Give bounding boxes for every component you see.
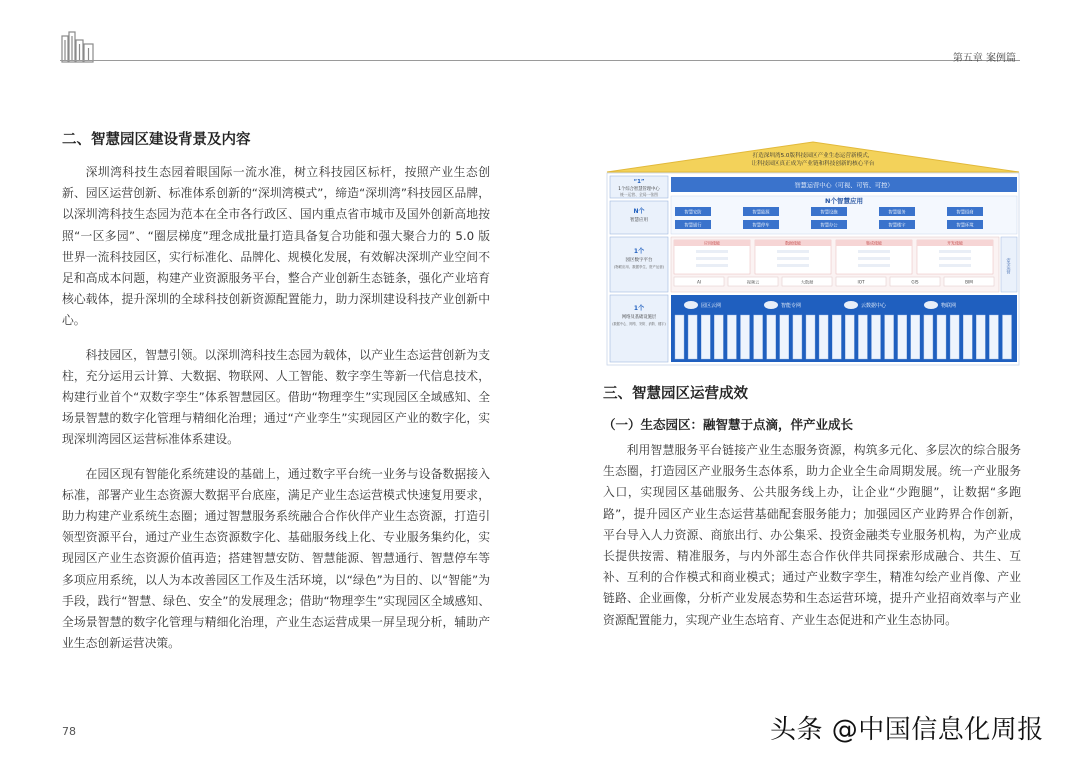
infrastructure-item: [844, 301, 887, 309]
infrastructure-item: [684, 301, 721, 309]
infrastructure-pillar: [937, 315, 946, 359]
right-column: [603, 384, 1021, 644]
paragraph-3: 在园区现有智能化系统建设的基础上，通过数字平台统一业务与设备数据接入标准，部署产业生态资源大数据平台底座，满足产业生态运营模式快速复用要求，助力构建产业系统生态圈；通过智慧服务系统融合合作伙伴产业生态资源，打造引领型资源平台，通过产业生态资源数字化、基础服务线上化、专业服务集约化，实现园区产业生态资源价值再造；搭建智慧安防、智慧能源、智慧通行、智慧停车等多项应用系统，以人为本改善园区工作及生活环境，以“绿色”为目的、以“智能”为手段，践行“智慧、绿色、安全”的发展理念；借助“物理孪生”实现园区全域感知、全场景智慧的数字化管理与精细化治理，产业生态运营成果一屏呈现分析，辅助产业生态创新运营决策。: [62, 466, 490, 651]
smart-app-label: 智慧安防: [684, 210, 702, 216]
infrastructure-pillar: [885, 315, 894, 359]
section-heading-background: 二、智慧园区建设背景及内容: [62, 132, 251, 148]
row2-center-title: N个智慧应用: [825, 197, 863, 205]
smart-app-cell: [743, 220, 779, 229]
row-infrastructure: [610, 295, 1017, 362]
smart-app-cell: [743, 207, 779, 216]
row1-left-sub: 1个综合智慧管理中心: [618, 187, 660, 192]
platform-base-cell: [944, 277, 994, 286]
smart-app-cell: [879, 207, 915, 216]
smart-app-cell: [947, 220, 983, 229]
platform-base-label: AI: [696, 279, 702, 285]
platform-base-cell: [674, 277, 724, 286]
infrastructure-pillar: [989, 315, 998, 359]
platform-base-cell: [782, 277, 832, 286]
row4-left-sub: 网络及基础设施层: [621, 315, 657, 320]
platform-module-label: 开发使能: [947, 240, 963, 246]
infrastructure-label: 云数据中心: [861, 303, 887, 309]
smart-app-cell: [879, 220, 915, 229]
row-smart-apps: [610, 196, 1017, 234]
infrastructure-label: 园区云网: [701, 303, 722, 309]
infrastructure-pillar: [701, 315, 710, 359]
operation-center-bar: 智慧运营中心（可视、可管、可控）: [794, 182, 894, 190]
paragraph-1: 深圳湾科技生态园着眼国际一流水准，树立科技园区标杆，按照产业生态创新、园区运营创新、标准体系创新的“深圳湾模式”，缔造“深圳湾”科技园区品牌，以深圳湾科技生态园为范本在全市各行政区、国内重点省市城市及国外创新高地按照“一区多园”、“圈层梯度”理念成批量打造具备复合功能和强大聚合力的 5.0 版世界一流科技园区，实行标准化、品牌化、规模化发展，有效解决深圳产业空间不足和高成本问题，构建产业资源服务平台，整合产业创新生态链条，强化产业培育核心载体，提升深圳的全球科技创新资源配置能力，助力深圳建设科技产业创新中心。: [62, 165, 490, 328]
infrastructure-pillar: [675, 315, 684, 359]
infrastructure-item: [764, 301, 801, 309]
platform-base-label: 视频云: [746, 279, 760, 285]
infrastructure-pillar: [911, 315, 920, 359]
infrastructure-pillar: [872, 315, 881, 359]
row2-left-title: N个: [633, 208, 645, 215]
smart-app-label: 智慧服务: [888, 210, 906, 216]
platform-module-label: 应用使能: [704, 240, 720, 246]
infrastructure-pillar: [976, 315, 985, 359]
platform-base-label: IOT: [857, 279, 865, 285]
paragraph-2: 科技园区，智慧引领。以深圳湾科技生态园为载体，以产业生态运营创新为支柱，充分运用云计算、大数据、物联网、人工智能、数字孪生等新一代信息技术，构建行业首个“双数字孪生”体系智慧园区。借助“物理孪生”实现园区全域感知、全场景智慧的数字化管理与精细化治理；通过“产业孪生”实现园区产业的数字化，实现深圳湾园区运营标准体系建设。: [62, 347, 490, 447]
row4-left-title: 1个: [633, 305, 645, 312]
smart-app-cell: [675, 207, 711, 216]
platform-base-cell: [728, 277, 778, 286]
platform-base-label: BIM: [965, 279, 973, 285]
header-rule: [60, 60, 1020, 61]
row1-left-sub2: 统一运营、全局一张图: [620, 192, 658, 197]
smart-app-label: 智慧招商: [956, 210, 974, 216]
watermark: 头条 @中国信息化周报: [770, 715, 1044, 745]
smart-app-label: 智慧能源: [752, 210, 770, 216]
infrastructure-pillar: [727, 315, 736, 359]
roof-line-1: 打造深圳湾5.0版科技园区产业生态运营新模式，: [752, 153, 874, 159]
infrastructure-label: 智能专网: [781, 303, 802, 309]
infrastructure-pillar: [714, 315, 723, 359]
subsection-heading: （一）生态园区：融智慧于点滴，伴产业成长: [603, 417, 854, 432]
infrastructure-pillar: [767, 315, 776, 359]
platform-module: [836, 240, 912, 274]
platform-module-label: 数据使能: [785, 240, 801, 246]
platform-module: [917, 240, 993, 274]
infrastructure-pillar: [741, 315, 750, 359]
row-digital-platform: [610, 237, 1017, 292]
row3-left-title: 1个: [633, 248, 645, 255]
infrastructure-pillar: [754, 315, 763, 359]
row3-side-label: 安全运营: [1006, 258, 1012, 274]
platform-module-label: 集成使能: [866, 240, 882, 246]
infrastructure-label: 物联网: [941, 303, 957, 309]
smart-app-label: 智慧楼宇: [888, 223, 906, 229]
infrastructure-pillar: [963, 315, 972, 359]
platform-module: [674, 240, 750, 274]
smart-app-cell: [675, 220, 711, 229]
smart-app-label: 智慧办公: [820, 223, 838, 229]
infrastructure-pillar: [845, 315, 854, 359]
right-paragraph: 利用智慧服务平台链接产业生态服务资源，构筑多元化、多层次的综合服务生态圈，打造园区产业服务生态体系，助力企业全生命周期发展。统一产业服务入口，实现园区基础服务、公共服务线上办，让企业“少跑腿”，让数据“多跑路”，提升园区产业生态运营基础配套服务能力；加强园区产业跨界合作创新，平台导入人力资源、商旅出行、办公集采、投资金融类专业服务机构，为产业成长提供按需、精准服务，与内外部生态合作伙伴共同探索形成融合、共生、互补、互利的合作模式和商业模式；通过产业数字孪生，精准勾绘产业肖像、产业链路、企业画像，分析产业发展态势和生态运营环境，提升产业招商效率与产业资源配置能力，实现产业生态培育、产业生态促进和产业生态协同。: [603, 443, 1021, 627]
smart-app-label: 智慧停车: [752, 223, 770, 229]
infrastructure-pillar: [832, 315, 841, 359]
smart-app-label: 智慧通行: [684, 223, 702, 229]
page-number: 78: [62, 725, 76, 738]
smart-app-cell: [811, 220, 847, 229]
platform-base-label: GIS: [911, 279, 919, 285]
infrastructure-pillar: [924, 315, 933, 359]
platform-module: [755, 240, 831, 274]
infrastructure-pillar: [793, 315, 802, 359]
infrastructure-pillar: [898, 315, 907, 359]
row2-left-sub: 智慧应用: [630, 218, 648, 223]
infrastructure-pillar: [780, 315, 789, 359]
smart-app-label: 智慧环境: [956, 223, 974, 229]
infrastructure-pillar: [688, 315, 697, 359]
infrastructure-pillar: [806, 315, 815, 359]
platform-base-cell: [836, 277, 886, 286]
building-logo-icon: [60, 30, 100, 64]
smart-app-cell: [811, 207, 847, 216]
left-column: [62, 130, 490, 667]
infrastructure-pillar: [950, 315, 959, 359]
roof-line-2: 让科技园区真正成为产业链和科技创新的核心平台: [751, 161, 875, 167]
row4-left-sub2: (数据中心、网络、安防、消防、楼宇): [612, 322, 666, 326]
infrastructure-pillar: [819, 315, 828, 359]
row3-left-sub: 园区数字平台: [625, 258, 653, 263]
section-heading-results: 三、智慧园区运营成效: [603, 386, 748, 402]
smart-app-cell: [947, 207, 983, 216]
platform-base-label: 大数据: [800, 279, 814, 285]
infrastructure-pillar: [1003, 315, 1012, 359]
architecture-diagram: [603, 140, 1023, 366]
chapter-label: 第五章 案例篇: [952, 53, 1016, 64]
smart-app-label: 智慧设施: [820, 210, 838, 216]
row1-left-title: “1”: [633, 179, 645, 185]
platform-base-cell: [890, 277, 940, 286]
row3-left-sub2: (物联应用、数据孪生、资产运营): [613, 265, 665, 269]
infrastructure-pillar: [858, 315, 867, 359]
